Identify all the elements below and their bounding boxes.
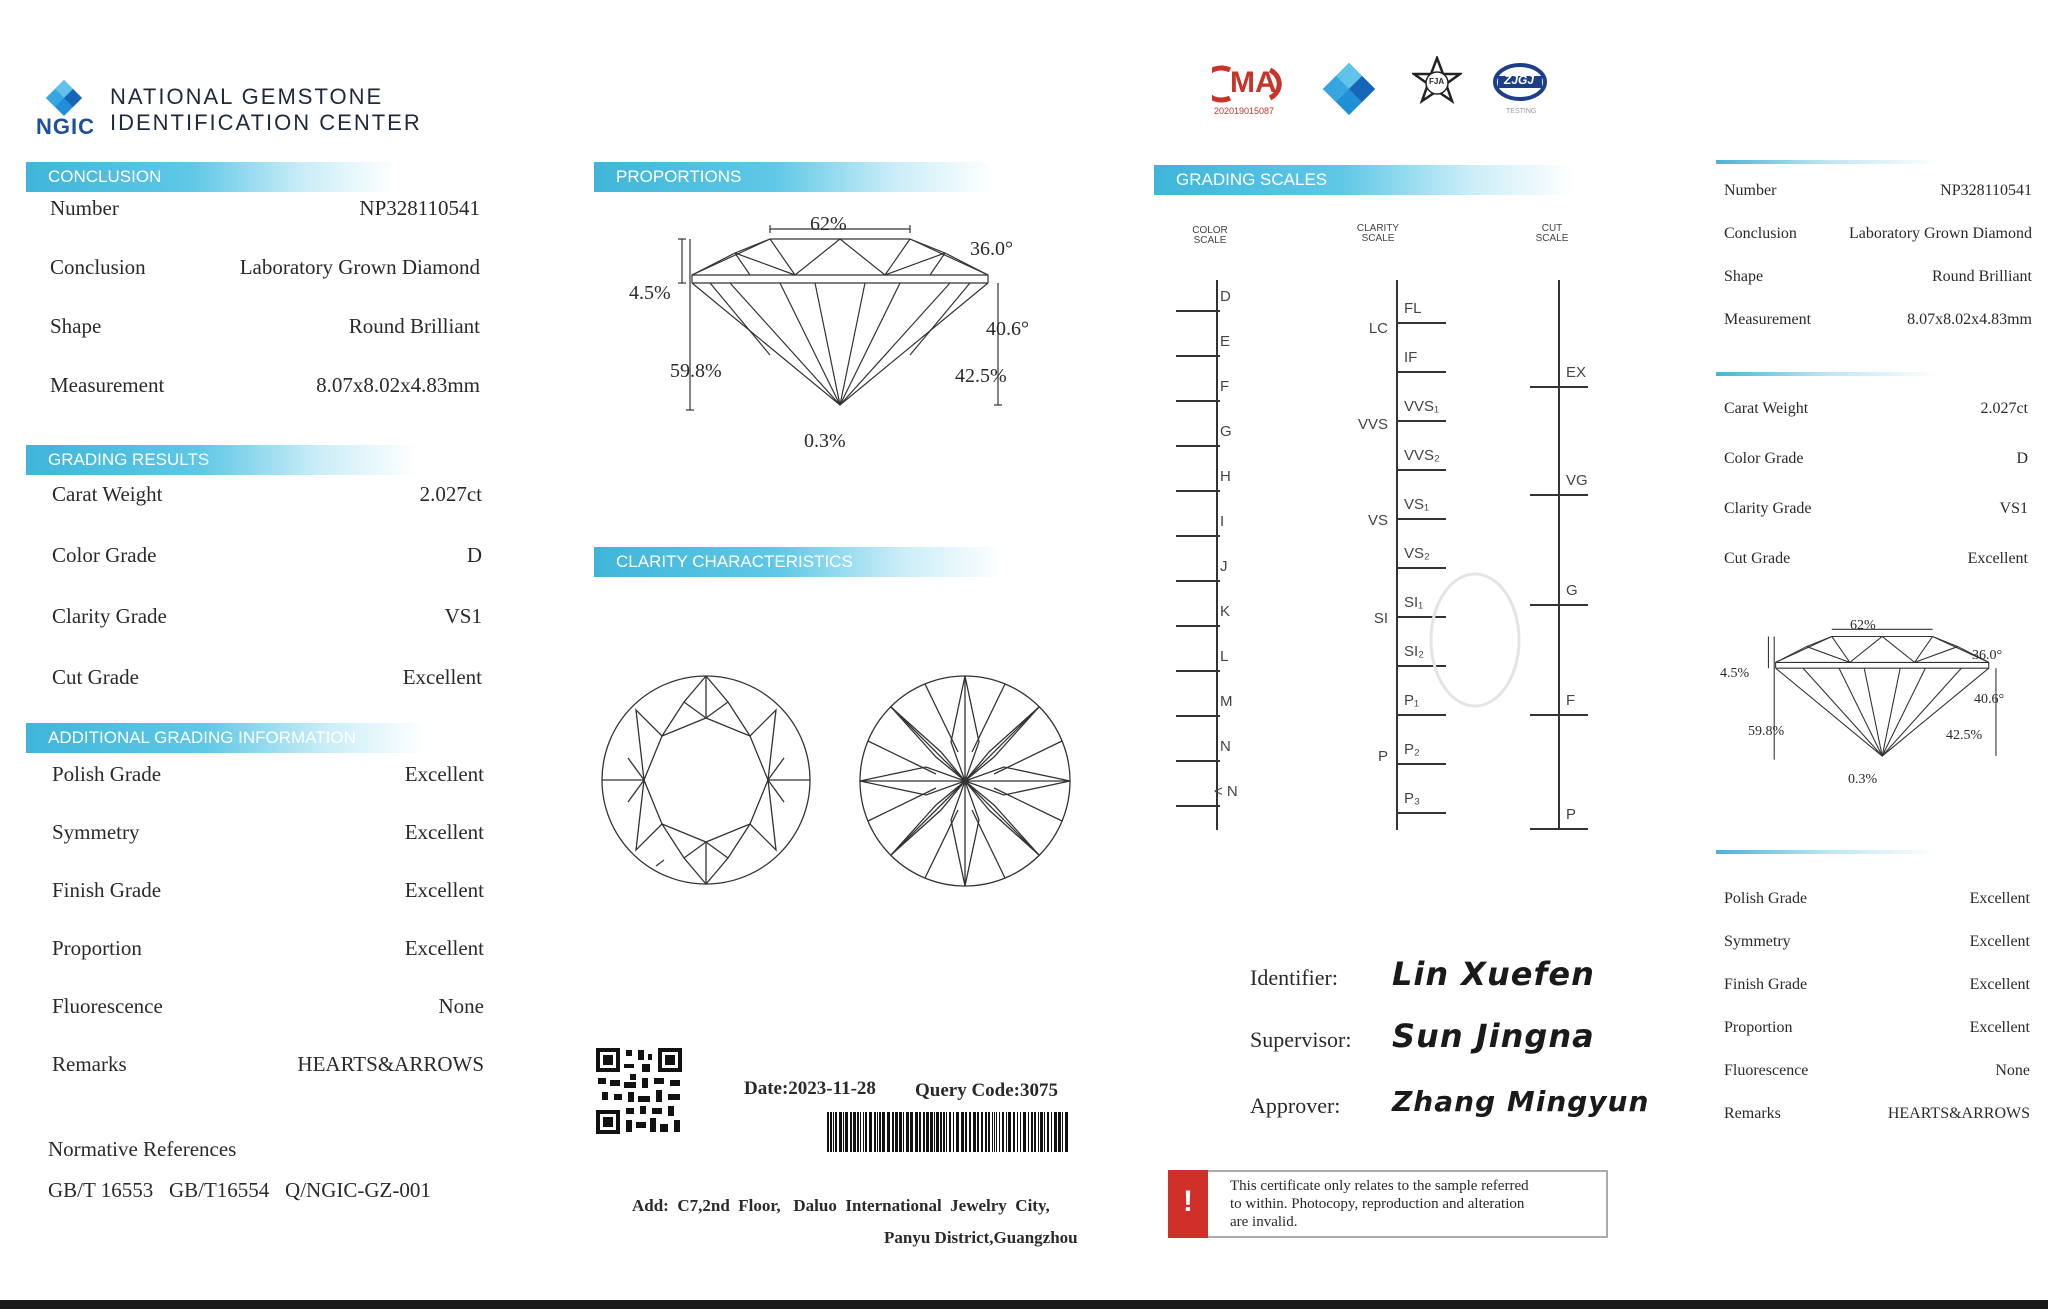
cut-scale-tick bbox=[1530, 828, 1588, 830]
barcode-bar bbox=[1040, 1112, 1043, 1152]
barcode-bar bbox=[1020, 1112, 1021, 1152]
summary-row bbox=[1724, 225, 2032, 247]
cut-grade-label: VG bbox=[1566, 472, 1588, 489]
barcode-bar bbox=[1017, 1112, 1018, 1152]
supervisor-signature: Sun Jingna bbox=[1392, 1017, 1595, 1055]
cut-scale-label: CUT SCALE bbox=[1535, 223, 1569, 244]
color-grade-label: N bbox=[1220, 738, 1231, 755]
page-bottom-edge bbox=[0, 1300, 2048, 1309]
color-scale-tick bbox=[1176, 580, 1220, 582]
barcode-bar bbox=[1023, 1112, 1026, 1152]
summary-value: Excellent bbox=[1969, 1019, 2030, 1036]
summary-label: Symmetry bbox=[1724, 933, 1791, 950]
barcode bbox=[827, 1112, 1071, 1152]
row-value: None bbox=[438, 994, 484, 1018]
barcode-bar bbox=[1013, 1112, 1015, 1152]
info-row bbox=[52, 820, 484, 850]
color-scale bbox=[1176, 280, 1256, 840]
barcode-bar bbox=[994, 1112, 995, 1152]
clarity-group-label: VVS bbox=[1357, 416, 1388, 433]
clarity-scale-label: CLARITY SCALE bbox=[1356, 223, 1400, 244]
row-label: Measurement bbox=[50, 373, 165, 397]
summary-value: VS1 bbox=[1999, 500, 2028, 517]
clarity-grade-label: SI₁ bbox=[1404, 594, 1424, 611]
barcode-bar bbox=[956, 1112, 959, 1152]
clarity-scale-tick bbox=[1396, 322, 1446, 324]
row-value: 2.027ct bbox=[419, 482, 482, 506]
clarity-scale-tick bbox=[1396, 469, 1446, 471]
info-row bbox=[50, 314, 480, 344]
proportions-header: PROPORTIONS bbox=[594, 162, 994, 192]
additional-info-header: ADDITIONAL GRADING INFORMATION bbox=[26, 723, 426, 753]
summary-label: Clarity Grade bbox=[1724, 500, 1812, 517]
row-value: Excellent bbox=[404, 762, 484, 786]
summary-label: Conclusion bbox=[1724, 225, 1797, 242]
pavilion-depth: 42.5% bbox=[955, 365, 1007, 387]
summary-label: Number bbox=[1724, 182, 1777, 199]
additional-info-section bbox=[52, 762, 484, 1092]
color-grade-label: D bbox=[1220, 288, 1231, 305]
address-line1: Add: C7,2nd Floor, Daluo International Jewelry City, bbox=[632, 1196, 1050, 1215]
crown-angle: 36.0° bbox=[970, 238, 1013, 260]
barcode-bar bbox=[827, 1112, 829, 1152]
color-grade-label: M bbox=[1220, 693, 1233, 710]
barcode-bar bbox=[853, 1112, 856, 1152]
clarity-scale bbox=[1340, 280, 1460, 840]
barcode-bar bbox=[1062, 1112, 1063, 1152]
barcode-bar bbox=[1008, 1112, 1011, 1152]
org-name-line2: IDENTIFICATION CENTER bbox=[110, 110, 422, 135]
summary-pavilion-angle: 40.6° bbox=[1974, 692, 2005, 707]
summary-culet-percent: 0.3% bbox=[1848, 772, 1878, 787]
color-scale-tick bbox=[1176, 535, 1220, 537]
color-grade-label: F bbox=[1220, 378, 1230, 395]
summary-label: Polish Grade bbox=[1724, 890, 1808, 907]
barcode-bar bbox=[996, 1112, 997, 1152]
summary-row bbox=[1724, 933, 2030, 955]
color-grade-label: L bbox=[1220, 648, 1229, 665]
total-depth: 59.8% bbox=[670, 360, 722, 382]
info-row bbox=[50, 196, 480, 226]
culet-percent: 0.3% bbox=[804, 430, 846, 452]
summary-value: HEARTS&ARROWS bbox=[1887, 1105, 2030, 1122]
summary-label: Proportion bbox=[1724, 1019, 1793, 1036]
row-value: Excellent bbox=[402, 665, 482, 689]
clarity-scale-tick bbox=[1396, 763, 1446, 765]
summary-value: Excellent bbox=[1967, 550, 2028, 567]
info-row bbox=[52, 762, 484, 792]
summary-label: Color Grade bbox=[1724, 450, 1804, 467]
grading-results-section bbox=[52, 482, 482, 712]
conclusion-section bbox=[50, 196, 480, 416]
clarity-scale-tick bbox=[1396, 371, 1446, 373]
barcode-svg bbox=[827, 1112, 1071, 1152]
normative-references: GB/T 16553 GB/T16554 Q/NGIC-GZ-001 bbox=[48, 1178, 431, 1202]
row-label: Color Grade bbox=[52, 543, 157, 567]
clarity-group-label: SI bbox=[1373, 610, 1388, 627]
clarity-grade-label: P₂ bbox=[1404, 741, 1420, 758]
clarity-grade-label: VS₂ bbox=[1404, 545, 1430, 562]
color-grade-label: J bbox=[1220, 558, 1228, 575]
summary-crown-angle: 36.0° bbox=[1972, 648, 2003, 663]
seal-watermark bbox=[1425, 570, 1525, 710]
row-label: Symmetry bbox=[52, 820, 140, 844]
summary-row bbox=[1724, 268, 2032, 290]
barcode-bar bbox=[961, 1112, 964, 1152]
barcode-bar bbox=[953, 1112, 954, 1152]
row-label: Finish Grade bbox=[52, 878, 162, 902]
barcode-bar bbox=[839, 1112, 842, 1152]
identifier-label: Identifier: bbox=[1250, 965, 1338, 990]
summary-table-percent: 62% bbox=[1850, 618, 1876, 633]
row-label: Cut Grade bbox=[52, 665, 139, 689]
summary-row bbox=[1724, 890, 2030, 912]
barcode-bar bbox=[910, 1112, 913, 1152]
info-row bbox=[52, 543, 482, 573]
color-scale-label: COLOR SCALE bbox=[1192, 225, 1228, 246]
row-label: Carat Weight bbox=[52, 482, 163, 506]
row-value: Excellent bbox=[404, 936, 484, 960]
color-scale-tick bbox=[1176, 715, 1220, 717]
clarity-plot-crown bbox=[598, 672, 814, 888]
barcode-bar bbox=[874, 1112, 876, 1152]
info-row bbox=[52, 994, 484, 1024]
cut-grade-label: EX bbox=[1566, 364, 1587, 381]
barcode-bar bbox=[1051, 1112, 1052, 1152]
cut-scale-axis bbox=[1558, 280, 1560, 830]
barcode-bar bbox=[919, 1112, 921, 1152]
clarity-characteristics-header: CLARITY CHARACTERISTICS bbox=[594, 547, 1004, 577]
color-scale-tick bbox=[1176, 805, 1220, 807]
approver-signature: Zhang Mingyun bbox=[1392, 1085, 1650, 1118]
info-row bbox=[52, 936, 484, 966]
barcode-bar bbox=[969, 1112, 971, 1152]
row-value: D bbox=[466, 543, 482, 567]
row-label: Number bbox=[50, 196, 119, 220]
cut-scale bbox=[1530, 280, 1590, 840]
barcode-bar bbox=[985, 1112, 987, 1152]
color-scale-axis bbox=[1216, 280, 1218, 830]
summary-value: D bbox=[2016, 450, 2028, 467]
barcode-bar bbox=[999, 1112, 1000, 1152]
info-row bbox=[50, 255, 480, 285]
table-percent: 62% bbox=[810, 213, 847, 235]
cut-scale-tick bbox=[1530, 714, 1588, 716]
barcode-bar bbox=[988, 1112, 990, 1152]
notice-line1: This certificate only relates to the sample referred bbox=[1230, 1178, 1529, 1194]
barcode-bar bbox=[949, 1112, 951, 1152]
barcode-bar bbox=[843, 1112, 844, 1152]
clarity-grade-label: SI₂ bbox=[1404, 643, 1424, 660]
barcode-bar bbox=[906, 1112, 909, 1152]
barcode-bar bbox=[869, 1112, 872, 1152]
ngic-diamond-icon bbox=[1320, 60, 1378, 118]
barcode-bar bbox=[887, 1112, 890, 1152]
ngic-logo bbox=[44, 78, 84, 118]
summary-row bbox=[1724, 1105, 2030, 1127]
barcode-bar bbox=[892, 1112, 894, 1152]
clarity-grade-label: VVS₂ bbox=[1404, 447, 1440, 464]
summary-value: Excellent bbox=[1969, 976, 2030, 993]
qr-code[interactable] bbox=[594, 1046, 684, 1136]
barcode-bar bbox=[973, 1112, 976, 1152]
color-scale-tick bbox=[1176, 310, 1220, 312]
barcode-bar bbox=[1031, 1112, 1033, 1152]
info-row bbox=[52, 1052, 484, 1082]
ngic-logo-text: NGIC bbox=[36, 114, 95, 139]
color-grade-label: E bbox=[1220, 333, 1231, 350]
barcode-bar bbox=[1002, 1112, 1004, 1152]
summary-label: Cut Grade bbox=[1724, 550, 1791, 567]
color-grade-label: K bbox=[1220, 603, 1231, 620]
clarity-scale-tick bbox=[1396, 518, 1446, 520]
cma-mark bbox=[1212, 64, 1288, 120]
summary-row bbox=[1724, 450, 2028, 472]
summary-label: Carat Weight bbox=[1724, 400, 1809, 417]
summary-value: Excellent bbox=[1969, 933, 2030, 950]
summary-label: Finish Grade bbox=[1724, 976, 1808, 993]
color-scale-tick bbox=[1176, 445, 1220, 447]
barcode-bar bbox=[992, 1112, 993, 1152]
barcode-bar bbox=[923, 1112, 925, 1152]
query-code: Query Code:3075 bbox=[915, 1080, 1059, 1101]
color-grade-label: G bbox=[1220, 423, 1232, 440]
pavilion-view-svg bbox=[856, 672, 1074, 890]
summary-divider-3 bbox=[1716, 850, 1940, 854]
barcode-bar bbox=[845, 1112, 848, 1152]
summary-block-1 bbox=[1724, 182, 2032, 342]
barcode-bar bbox=[1038, 1112, 1039, 1152]
clarity-group-label: P bbox=[1377, 748, 1388, 765]
notice-box bbox=[1168, 1170, 1608, 1238]
clarity-grade-label: VS₁ bbox=[1404, 496, 1430, 513]
clarity-grade-label: FL bbox=[1404, 300, 1422, 317]
clarity-grade-label: P₁ bbox=[1404, 692, 1420, 709]
barcode-bar bbox=[936, 1112, 939, 1152]
qr-code-svg bbox=[594, 1046, 684, 1136]
color-grade-label: < N bbox=[1214, 783, 1238, 800]
barcode-bar bbox=[946, 1112, 947, 1152]
barcode-bar bbox=[863, 1112, 864, 1152]
color-scale-tick bbox=[1176, 400, 1220, 402]
barcode-bar bbox=[833, 1112, 834, 1152]
summary-row bbox=[1724, 182, 2032, 204]
barcode-bar bbox=[835, 1112, 837, 1152]
color-scale-tick bbox=[1176, 670, 1220, 672]
info-row bbox=[52, 604, 482, 634]
color-grade-label: H bbox=[1220, 468, 1231, 485]
row-value: HEARTS&ARROWS bbox=[297, 1052, 484, 1076]
conclusion-header: CONCLUSION bbox=[26, 162, 396, 192]
barcode-bar bbox=[930, 1112, 933, 1152]
notice-line2: to within. Photocopy, reproduction and alteration bbox=[1230, 1196, 1525, 1212]
clarity-grade-label: IF bbox=[1404, 349, 1418, 366]
cut-grade-label: F bbox=[1566, 692, 1576, 709]
crown-height: 4.5% bbox=[629, 282, 671, 304]
identifier-signature: Lin Xuefen bbox=[1392, 955, 1595, 993]
clarity-grade-label: VVS₁ bbox=[1404, 398, 1440, 415]
clarity-scale-tick bbox=[1396, 420, 1446, 422]
summary-row bbox=[1724, 500, 2028, 522]
clarity-grade-label: P₃ bbox=[1404, 790, 1421, 807]
color-scale-tick bbox=[1176, 760, 1220, 762]
clarity-scale-tick bbox=[1396, 714, 1446, 716]
info-row bbox=[50, 373, 480, 403]
zjgj-sub: TESTING bbox=[1506, 108, 1537, 115]
row-value: 8.07x8.02x4.83mm bbox=[316, 373, 480, 397]
seal-icon bbox=[1425, 570, 1525, 710]
summary-row bbox=[1724, 1062, 2030, 1084]
summary-divider-2 bbox=[1716, 372, 1940, 376]
barcode-bar bbox=[830, 1112, 832, 1152]
barcode-bar bbox=[850, 1112, 852, 1152]
summary-value: 8.07x8.02x4.83mm bbox=[1907, 311, 2032, 328]
cut-scale-tick bbox=[1530, 604, 1588, 606]
barcode-bar bbox=[940, 1112, 942, 1152]
summary-row bbox=[1724, 311, 2032, 333]
normative-references-title: Normative References bbox=[48, 1137, 237, 1161]
barcode-bar bbox=[915, 1112, 918, 1152]
summary-value: Round Brilliant bbox=[1932, 268, 2032, 285]
barcode-bar bbox=[943, 1112, 945, 1152]
clarity-group-label: LC bbox=[1368, 320, 1388, 337]
barcode-bar bbox=[1054, 1112, 1057, 1152]
barcode-bar bbox=[857, 1112, 859, 1152]
approver-label: Approver: bbox=[1250, 1093, 1341, 1118]
summary-row bbox=[1724, 1019, 2030, 1041]
barcode-bar bbox=[965, 1112, 967, 1152]
clarity-scale-tick bbox=[1396, 812, 1446, 814]
summary-block-3 bbox=[1724, 890, 2030, 1130]
barcode-bar bbox=[895, 1112, 898, 1152]
zjgj-text: ZJGJ bbox=[1504, 73, 1535, 87]
row-label: Proportion bbox=[52, 936, 142, 960]
notice-line3: are invalid. bbox=[1230, 1214, 1298, 1230]
row-value: NP328110541 bbox=[359, 196, 480, 220]
issue-date: Date:2023-11-28 bbox=[744, 1078, 876, 1099]
summary-proportions-diagram bbox=[1720, 612, 2030, 792]
cma-text: MA bbox=[1230, 66, 1277, 99]
ngic-mark bbox=[1320, 60, 1378, 118]
barcode-bar bbox=[1065, 1112, 1068, 1152]
summary-label: Remarks bbox=[1724, 1105, 1781, 1122]
summary-label: Fluorescence bbox=[1724, 1062, 1809, 1079]
summary-block-2 bbox=[1724, 400, 2028, 580]
fja-mark bbox=[1412, 56, 1462, 110]
clarity-group-label: VS bbox=[1367, 512, 1388, 529]
row-label: Fluorescence bbox=[52, 994, 163, 1018]
summary-label: Measurement bbox=[1724, 311, 1812, 328]
summary-label: Shape bbox=[1724, 268, 1764, 285]
row-label: Polish Grade bbox=[52, 762, 162, 786]
crown-view-svg bbox=[598, 672, 814, 888]
cma-number: 202019015087 bbox=[1214, 106, 1275, 116]
row-label: Remarks bbox=[52, 1052, 127, 1076]
color-scale-tick bbox=[1176, 355, 1220, 357]
fja-text: FJA bbox=[1429, 77, 1445, 86]
barcode-bar bbox=[977, 1112, 979, 1152]
barcode-bar bbox=[879, 1112, 881, 1152]
color-grade-label: I bbox=[1220, 513, 1225, 530]
summary-value: NP328110541 bbox=[1940, 182, 2032, 199]
barcode-bar bbox=[1044, 1112, 1045, 1152]
summary-divider-1 bbox=[1716, 160, 1940, 164]
cut-scale-tick bbox=[1530, 494, 1588, 496]
barcode-bar bbox=[926, 1112, 929, 1152]
color-scale-tick bbox=[1176, 625, 1220, 627]
summary-pavilion-depth: 42.5% bbox=[1946, 728, 1983, 743]
color-scale-tick bbox=[1176, 490, 1220, 492]
summary-row bbox=[1724, 550, 2028, 572]
summary-value: None bbox=[1995, 1062, 2030, 1079]
row-label: Clarity Grade bbox=[52, 604, 167, 628]
grading-results-header: GRADING RESULTS bbox=[26, 445, 416, 475]
barcode-bar bbox=[1006, 1112, 1007, 1152]
cut-scale-tick bbox=[1530, 386, 1588, 388]
clarity-scale-axis bbox=[1396, 280, 1398, 830]
ngic-diamond-icon bbox=[44, 78, 84, 118]
cut-grade-label: P bbox=[1566, 806, 1577, 823]
barcode-bar bbox=[860, 1112, 861, 1152]
summary-value: 2.027ct bbox=[1980, 400, 2028, 417]
row-value: Laboratory Grown Diamond bbox=[239, 255, 480, 279]
summary-value: Laboratory Grown Diamond bbox=[1848, 225, 2032, 242]
zjgj-mark bbox=[1492, 62, 1548, 120]
barcode-bar bbox=[981, 1112, 983, 1152]
barcode-bar bbox=[877, 1112, 878, 1152]
row-value: Excellent bbox=[404, 878, 484, 902]
cut-grade-label: G bbox=[1566, 582, 1578, 599]
summary-row bbox=[1724, 400, 2028, 422]
info-row bbox=[52, 482, 482, 512]
org-name-line1: NATIONAL GEMSTONE bbox=[110, 84, 384, 109]
clarity-scale-tick bbox=[1396, 567, 1446, 569]
barcode-bar bbox=[934, 1112, 935, 1152]
summary-total-depth: 59.8% bbox=[1748, 724, 1785, 739]
row-value: Round Brilliant bbox=[348, 314, 480, 338]
clarity-plot-pavilion bbox=[856, 672, 1074, 890]
grading-scales-header: GRADING SCALES bbox=[1154, 165, 1574, 195]
row-label: Shape bbox=[50, 314, 102, 338]
barcode-bar bbox=[899, 1112, 902, 1152]
barcode-bar bbox=[1047, 1112, 1049, 1152]
info-row bbox=[52, 665, 482, 695]
summary-crown-height: 4.5% bbox=[1720, 666, 1750, 681]
row-label: Conclusion bbox=[50, 255, 146, 279]
summary-row bbox=[1724, 976, 2030, 998]
barcode-bar bbox=[1028, 1112, 1029, 1152]
barcode-bar bbox=[1058, 1112, 1061, 1152]
info-row bbox=[52, 878, 484, 908]
barcode-bar bbox=[1034, 1112, 1036, 1152]
barcode-bar bbox=[882, 1112, 885, 1152]
supervisor-label: Supervisor: bbox=[1250, 1027, 1352, 1052]
warning-icon: ! bbox=[1168, 1170, 1208, 1238]
row-value: VS1 bbox=[444, 604, 482, 628]
address-line2: Panyu District,Guangzhou bbox=[884, 1228, 1078, 1247]
pavilion-angle: 40.6° bbox=[986, 318, 1029, 340]
summary-value: Excellent bbox=[1969, 890, 2030, 907]
barcode-bar bbox=[903, 1112, 904, 1152]
barcode-bar bbox=[865, 1112, 867, 1152]
row-value: Excellent bbox=[404, 820, 484, 844]
